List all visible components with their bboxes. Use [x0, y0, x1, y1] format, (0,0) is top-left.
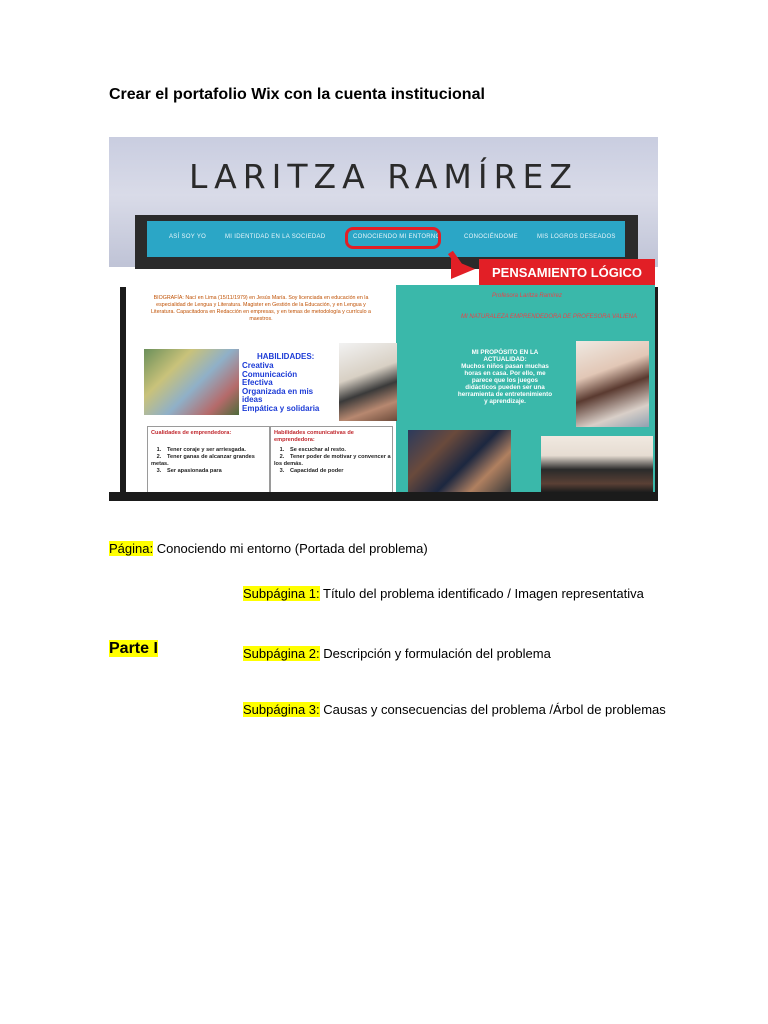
pagina-line — [109, 541, 428, 556]
habilidad-item: Organizada en mis — [242, 386, 314, 396]
cualidades-list: 1. Tener coraje y ser arriesgada. 2. Tener ganas de alcanzar grandes metas. 3. Ser apasionada para — [151, 447, 255, 474]
habilidad-item: Creativa — [242, 361, 274, 370]
subpagina-2-label: Subpágina 2: — [243, 646, 320, 661]
site-navbar — [147, 221, 625, 257]
students-desk-photo — [408, 430, 511, 492]
subpagina-2-line — [243, 646, 551, 661]
subpagina-3-label: Subpágina 3: — [243, 702, 320, 717]
habilidad-item: Empática y solidaria — [242, 403, 320, 413]
comunicativa-item: Tener poder de motivar y convencer a los demás. — [274, 454, 391, 467]
pagina-label: Página: — [109, 541, 154, 556]
right-panel-subtitle: MI NATURALEZA EMPRENDEDORA DE PROFESORA VALIENA — [461, 314, 637, 320]
habilidad-item: ideas — [242, 395, 263, 405]
subpagina-1-label: Subpágina 1: — [243, 586, 320, 601]
comunicativa-item: Se escuchar al resto. — [290, 447, 346, 453]
nav-item-conociendome: CONOCIÉNDOME — [464, 234, 518, 240]
teacher-portrait-photo — [576, 341, 649, 427]
nav-item-conociendo-entorno: CONOCIENDO MI ENTORNO — [353, 234, 441, 240]
site-name: LARITZA RAMÍREZ — [189, 157, 578, 196]
parte-label — [109, 640, 158, 658]
wix-site-screenshot — [109, 137, 658, 501]
nav-item-asi-soy-yo: ASÍ SOY YO — [169, 234, 207, 240]
bottom-bar — [109, 492, 658, 501]
cualidades-box — [147, 426, 270, 494]
subpagina-3-line — [243, 702, 666, 717]
nav-item-identidad: MI IDENTIDAD EN LA SOCIEDAD — [225, 234, 326, 240]
comunicativa-item: Capacidad de poder — [290, 468, 344, 474]
habilidad-item: Efectiva — [242, 378, 273, 388]
cualidades-title: Cualidades de emprendedora: — [151, 430, 232, 436]
cualidad-item: Tener coraje y ser arriesgada. — [167, 447, 246, 453]
group-photo — [541, 436, 653, 492]
comunicativas-title: Habilidades comunicativas de emprendedora: — [274, 430, 354, 443]
proposito-block — [457, 349, 553, 405]
cualidad-item: Tener ganas de alcanzar grandes metas. — [151, 454, 255, 467]
proposito-text: Muchos niños pasan muchas horas en casa. Por ello, me parece que los juegos didácticos pueden ser una herramienta de entretenimiento y aprendizaje. — [457, 363, 553, 405]
habilidades-title: HABILIDADES: — [257, 352, 315, 361]
parte-text: Parte I — [109, 640, 158, 657]
comunicativas-list: 1. Se escuchar al resto. 2. Tener poder de motivar y convencer a los demás. 3. Capacidad de poder — [274, 447, 391, 474]
subpagina-1-line — [243, 586, 644, 601]
nav-item-mis-logros: MIS LOGROS DESEADOS — [537, 234, 616, 240]
classroom-photo — [144, 349, 239, 415]
subpagina-2-text: Descripción y formulación del problema — [319, 646, 551, 661]
right-panel-title: Profesora Laritza Ramírez — [491, 293, 563, 299]
cualidad-item: Ser apasionada para — [167, 468, 222, 474]
habilidad-item: Comunicación — [242, 369, 298, 379]
subpagina-1-text: Título del problema identificado / Imagen representativa — [319, 586, 644, 601]
habilidades-list — [242, 362, 319, 414]
teacher-at-computer-photo — [339, 343, 397, 421]
pagina-text: Conociendo mi entorno (Portada del problema) — [153, 541, 428, 556]
subpagina-3-text: Causas y consecuencias del problema /Árbol de problemas — [319, 702, 666, 717]
biography-text: BIOGRAFÍA: Nací en Lima (15/11/1979) en Jesús María. Soy licenciada en educación en la especialidad de Lengua y Literatura. Magister en Gestión de la Educación, y en Lengua y Literatura. Capacitadora en Redacción en empresas, y en temas de metodología y currículo a maestros. — [151, 295, 371, 322]
active-nav-highlight — [345, 227, 441, 249]
arrow-icon — [451, 259, 475, 279]
comunicativas-box — [270, 426, 393, 494]
document-heading: Crear el portafolio Wix con la cuenta institucional — [109, 86, 485, 103]
proposito-title: MI PROPÓSITO EN LA ACTUALIDAD: — [471, 349, 539, 363]
callout-label: PENSAMIENTO LÓGICO — [479, 259, 655, 287]
